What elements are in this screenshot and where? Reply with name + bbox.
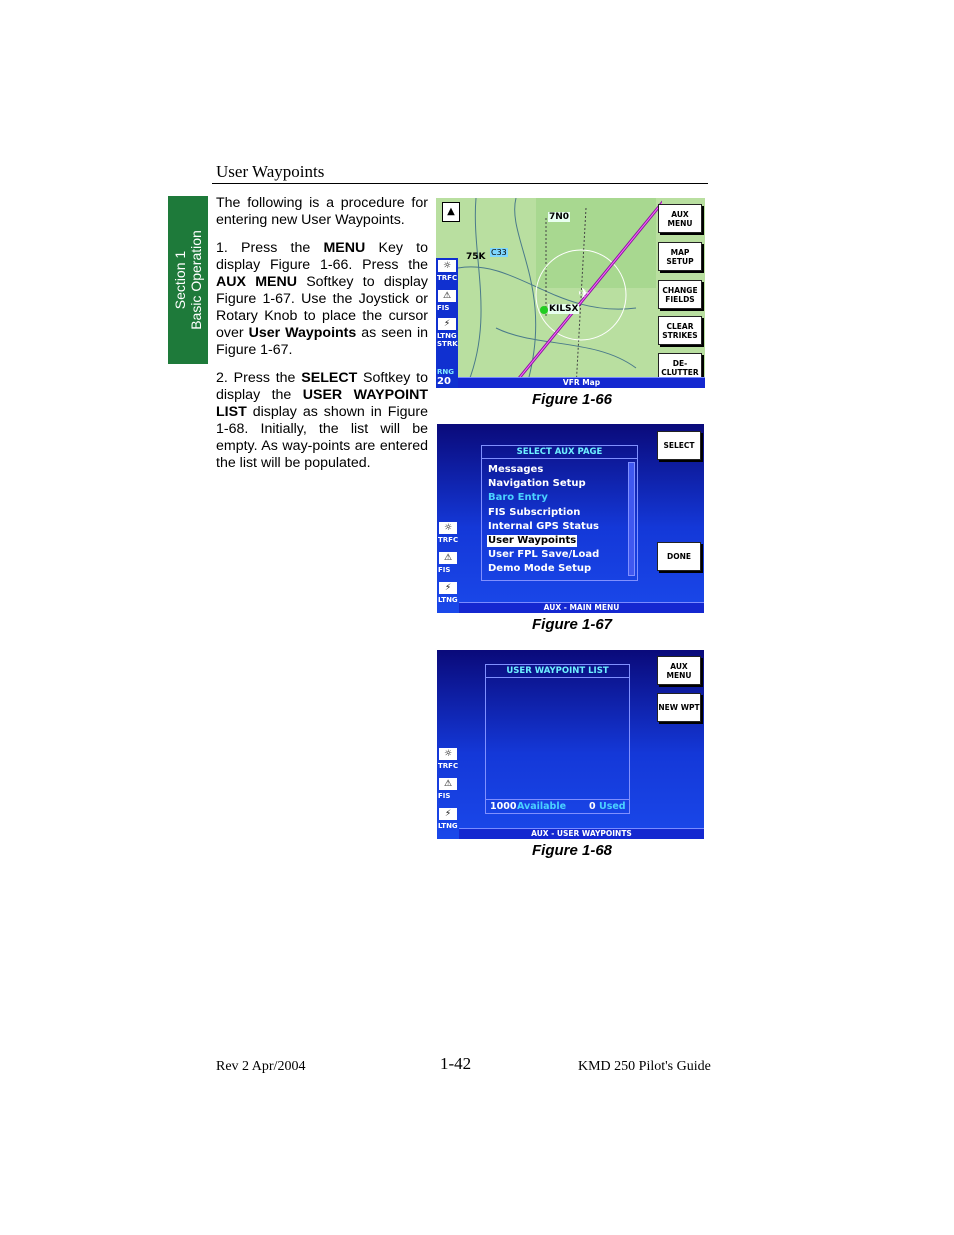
- aux-menu-softkey-name: AUX MENU: [216, 274, 297, 290]
- range-value: 20: [437, 376, 451, 387]
- waypoint-label-75k: 75K: [466, 252, 486, 262]
- user-waypoints-name: User Waypoints: [248, 325, 357, 341]
- step1-text-c: Key to display Figure 1-66. Press the: [216, 240, 428, 273]
- menu-item-fis-subscription[interactable]: FIS Subscription: [488, 507, 581, 518]
- waypoint-label-7n0: 7N0: [549, 212, 570, 222]
- footer-guide-title: KMD 250 Pilot's Guide: [578, 1059, 711, 1074]
- figure-1-67-screen: [437, 424, 704, 613]
- waypoint-count-row: [486, 799, 629, 813]
- aux-status-bar: AUX - MAIN MENU: [459, 602, 704, 613]
- uwpt-left-bar: [437, 746, 459, 839]
- svg-text:✈: ✈: [578, 286, 590, 302]
- menu-key-name: MENU: [323, 240, 366, 256]
- uwpt-status-bar: AUX - USER WAYPOINTS: [459, 828, 704, 839]
- step1-text-e: Softkey to display Figure 1-67. Use the Joystick or Rotary Knob to place the cursor over: [216, 274, 428, 341]
- step-1-paragraph: [216, 240, 428, 359]
- clear-strikes-softkey[interactable]: CLEAR STRIKES: [658, 316, 702, 345]
- map-setup-softkey[interactable]: MAP SETUP: [658, 242, 702, 271]
- north-arrow-icon: ▲: [442, 202, 460, 222]
- figure-1-66-screen: [436, 198, 705, 388]
- step1-text-g: as seen in Figure 1-67.: [216, 325, 428, 358]
- lightning-label: LTNG: [438, 596, 458, 604]
- change-fields-softkey[interactable]: CHANGE FIELDS: [658, 280, 702, 309]
- intro-paragraph: The following is a procedure for entering new User Waypoints.: [216, 195, 428, 228]
- section-side-tab: [168, 196, 208, 364]
- figure-1-68-caption: Figure 1-68: [532, 842, 613, 859]
- aux-menu-softkey[interactable]: AUX MENU: [658, 204, 702, 233]
- available-label: Available: [517, 801, 567, 812]
- traffic-label: TRFC: [437, 274, 458, 282]
- used-count: 0: [589, 801, 596, 812]
- aux-list-title: SELECT AUX PAGE: [482, 446, 637, 459]
- done-softkey[interactable]: DONE: [657, 542, 701, 571]
- traffic-icon[interactable]: ☼: [439, 522, 457, 534]
- traffic-label: TRFC: [438, 536, 459, 544]
- step-2-paragraph: [216, 370, 428, 472]
- waypoint-label-kilsx: KILSX: [549, 304, 579, 314]
- traffic-icon[interactable]: ☼: [439, 748, 457, 760]
- fis-label: FIS: [438, 792, 451, 800]
- title-rule: [212, 183, 708, 184]
- fis-label: FIS: [437, 304, 450, 312]
- waypoint-label-c33: C33: [491, 248, 507, 257]
- side-tab-text: [172, 230, 204, 330]
- fis-icon[interactable]: ⚠: [439, 552, 457, 564]
- traffic-icon[interactable]: ☼: [438, 260, 456, 272]
- lightning-icon[interactable]: ⚡: [439, 582, 457, 594]
- declutter-softkey[interactable]: DE-CLUTTER: [658, 353, 702, 382]
- side-tab-line1: Section 1: [172, 250, 188, 310]
- user-waypoint-list-name: USER WAYPOINT LIST: [216, 387, 428, 420]
- step1-text-a: 1. Press the: [216, 240, 324, 256]
- aux-page-list: [481, 445, 638, 581]
- footer-page-number: 1-42: [440, 1054, 472, 1073]
- menu-item-messages[interactable]: Messages: [488, 464, 544, 475]
- menu-item-navigation-setup[interactable]: Navigation Setup: [488, 478, 586, 489]
- user-waypoint-list-title: USER WAYPOINT LIST: [486, 665, 629, 678]
- fis-label: FIS: [438, 566, 451, 574]
- list-scrollbar[interactable]: [628, 462, 635, 576]
- lightning-icon[interactable]: ⚡: [439, 808, 457, 820]
- new-wpt-softkey[interactable]: NEW WPT: [657, 693, 701, 722]
- map-left-bar: [436, 258, 458, 388]
- aux-left-bar: [437, 520, 459, 613]
- menu-item-baro-entry[interactable]: Baro Entry: [488, 492, 548, 503]
- fis-icon[interactable]: ⚠: [439, 778, 457, 790]
- footer-revision: Rev 2 Apr/2004: [216, 1059, 306, 1074]
- menu-item-demo-mode-setup[interactable]: Demo Mode Setup: [488, 563, 592, 574]
- select-softkey[interactable]: SELECT: [657, 431, 701, 460]
- figure-1-66-caption: Figure 1-66: [532, 391, 613, 408]
- map-status-bar: VFR Map: [458, 377, 705, 388]
- step2-text-c: Softkey to display the: [216, 370, 429, 403]
- aux-menu-softkey[interactable]: AUX MENU: [657, 656, 701, 685]
- menu-item-user-waypoints[interactable]: User Waypoints: [488, 535, 577, 546]
- side-tab-line2: Basic Operation: [188, 230, 204, 330]
- lightning-label: LTNG STRK: [437, 332, 458, 348]
- step2-text-a: 2. Press the: [216, 370, 302, 386]
- step2-text-e: display as shown in Figure 1-68. Initially, the list will be empty. As way-points are entered the list will be populated.: [216, 404, 428, 471]
- used-label: Used: [599, 801, 626, 812]
- user-waypoint-list: [485, 664, 630, 814]
- menu-item-user-fpl-save-load[interactable]: User FPL Save/Load: [488, 549, 600, 560]
- procedure-text: [216, 195, 428, 483]
- menu-item-internal-gps-status[interactable]: Internal GPS Status: [488, 521, 599, 532]
- figure-1-68-screen: [437, 650, 704, 839]
- section-title: User Waypoints: [216, 162, 325, 181]
- fis-icon[interactable]: ⚠: [438, 290, 456, 302]
- traffic-label: TRFC: [438, 762, 459, 770]
- range-label: RNG: [437, 368, 454, 376]
- select-softkey-name: SELECT: [301, 370, 358, 386]
- lightning-icon[interactable]: ⚡: [438, 318, 456, 330]
- lightning-label: LTNG: [438, 822, 458, 830]
- figure-1-67-caption: Figure 1-67: [532, 616, 613, 633]
- available-count: 1000: [490, 801, 517, 812]
